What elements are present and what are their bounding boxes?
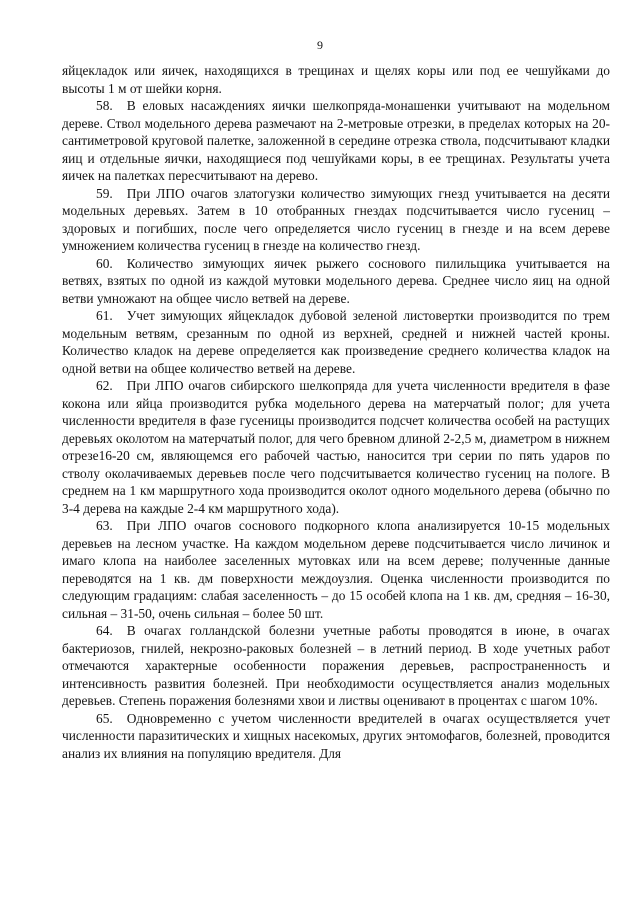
paragraph-59 — [62, 185, 610, 255]
paragraph-65 — [62, 710, 610, 763]
paragraph-text: В еловых насаждениях яички шелкопряда-монашенки учитывают на модельном дереве. Ствол модельного дерева размечают на 2-метровые отрезки, в пределах которых на 20-сантиметровой круговой палетке, заложенной в середине отрезка ствола, подсчитывают кладки яиц и отдельные яички, находящиеся под чешуйками коры, в ее трещинах. Результаты учета яичек на палетках пересчитывают на дерево. — [62, 98, 610, 183]
page-number: 9 — [317, 38, 323, 52]
paragraph-62 — [62, 377, 610, 517]
paragraph-text: В очагах голландской болезни учетные работы проводятся в июне, в очагах бактериозов, гнилей, некрозно-раковых болезней – в летний период. В ходе учетных работ отмечаются характерные особенности поражения деревьев, распространенность и интенсивность развития болезней. При необходимости осуществляется анализ модельных деревьев. Степень поражения болезнями хвои и листвы оценивают в процентах с шагом 10%. — [62, 623, 610, 708]
paragraph-text: Количество зимующих яичек рыжего соснового пилильщика учитывается на ветвях, взятых по одной из каждой мутовки модельного дерева. Среднее число яиц на одной ветви умножают на общее число ветвей на дереве. — [62, 255, 610, 306]
paragraph-58 — [62, 97, 610, 185]
document-body — [62, 62, 610, 762]
paragraph-number: 59. — [96, 185, 113, 201]
paragraph-60 — [62, 255, 610, 308]
paragraph-number: 63. — [96, 518, 113, 533]
paragraph-continuation — [62, 62, 610, 97]
paragraph-number: 62. — [96, 378, 113, 393]
paragraph-number: 58. — [96, 98, 113, 113]
paragraph-text: Учет зимующих яйцекладок дубовой зеленой листовертки производится по трем модельным ветвям, срезанным по одной из верхней, средней и нижней частей кроны. Количество кладок на дереве определяется как произведение среднего количества кладок на одной ветви на общее количество ветвей на дереве. — [62, 308, 610, 376]
paragraph-text: При ЛПО очагов златогузки количество зимующих гнезд учитывается на десяти модельных деревьях. Затем в 10 отобранных гнездах подсчитывается число гусениц – здоровых и погибших, после чего определяется число гусениц в гнезде и на всем дереве умножением количества гусениц в гнезде на количество гнезд. — [62, 185, 610, 253]
paragraph-number: 60. — [96, 255, 113, 271]
paragraph-64 — [62, 622, 610, 710]
paragraph-number: 65. — [96, 710, 113, 726]
paragraph-text: При ЛПО очагов сибирского шелкопряда для учета численности вредителя в фазе кокона или яйца производится рубка модельного дерева на матерчатый полог; для учета численности вредителя в фазе гусеницы производится подсчет количества особей на растущих деревьях околотом на матерчатый полог, для чего бревном длиной 2-2,5 м, диаметром в нижнем отрезе16-20 см, являющемся его рабочей частью, наносится три серии по пять ударов по стволу околачиваемых деревьев после чего подсчитывается количество гусениц на пологе. В среднем на 1 км маршрутного хода производится околот одного модельного дерева (обычно по 3-4 дерева на каждые 2-4 км маршрутного хода). — [62, 378, 610, 516]
paragraph-63 — [62, 517, 610, 622]
paragraph-text: При ЛПО очагов соснового подкорного клопа анализируется 10-15 модельных деревьев на лесном участке. На каждом модельном дереве подсчитывается число личинок и имаго клопа на наиболее заселенных мутовках или на всем дереве; полученные данные переводятся на 1 кв. дм поверхности междоузлия. Оценка численности производится по следующим градациям: слабая заселенность – до 15 особей клопа на 1 кв. дм, средняя – 16-30, сильная – 31-50, очень сильная – более 50 шт. — [62, 518, 610, 621]
paragraph-number: 64. — [96, 623, 113, 638]
paragraph-61 — [62, 307, 610, 377]
paragraph-number: 61. — [96, 308, 113, 323]
paragraph-text: яйцекладок или яичек, находящихся в трещинах и щелях коры или под ее чешуйками до высоты 1 м от шейки корня. — [62, 63, 610, 96]
paragraph-text: Одновременно с учетом численности вредителей в очагах осуществляется учет численности паразитических и хищных насекомых, других энтомофагов, болезней, проводится анализ их влияния на популяцию вредителя. Для — [62, 710, 610, 761]
